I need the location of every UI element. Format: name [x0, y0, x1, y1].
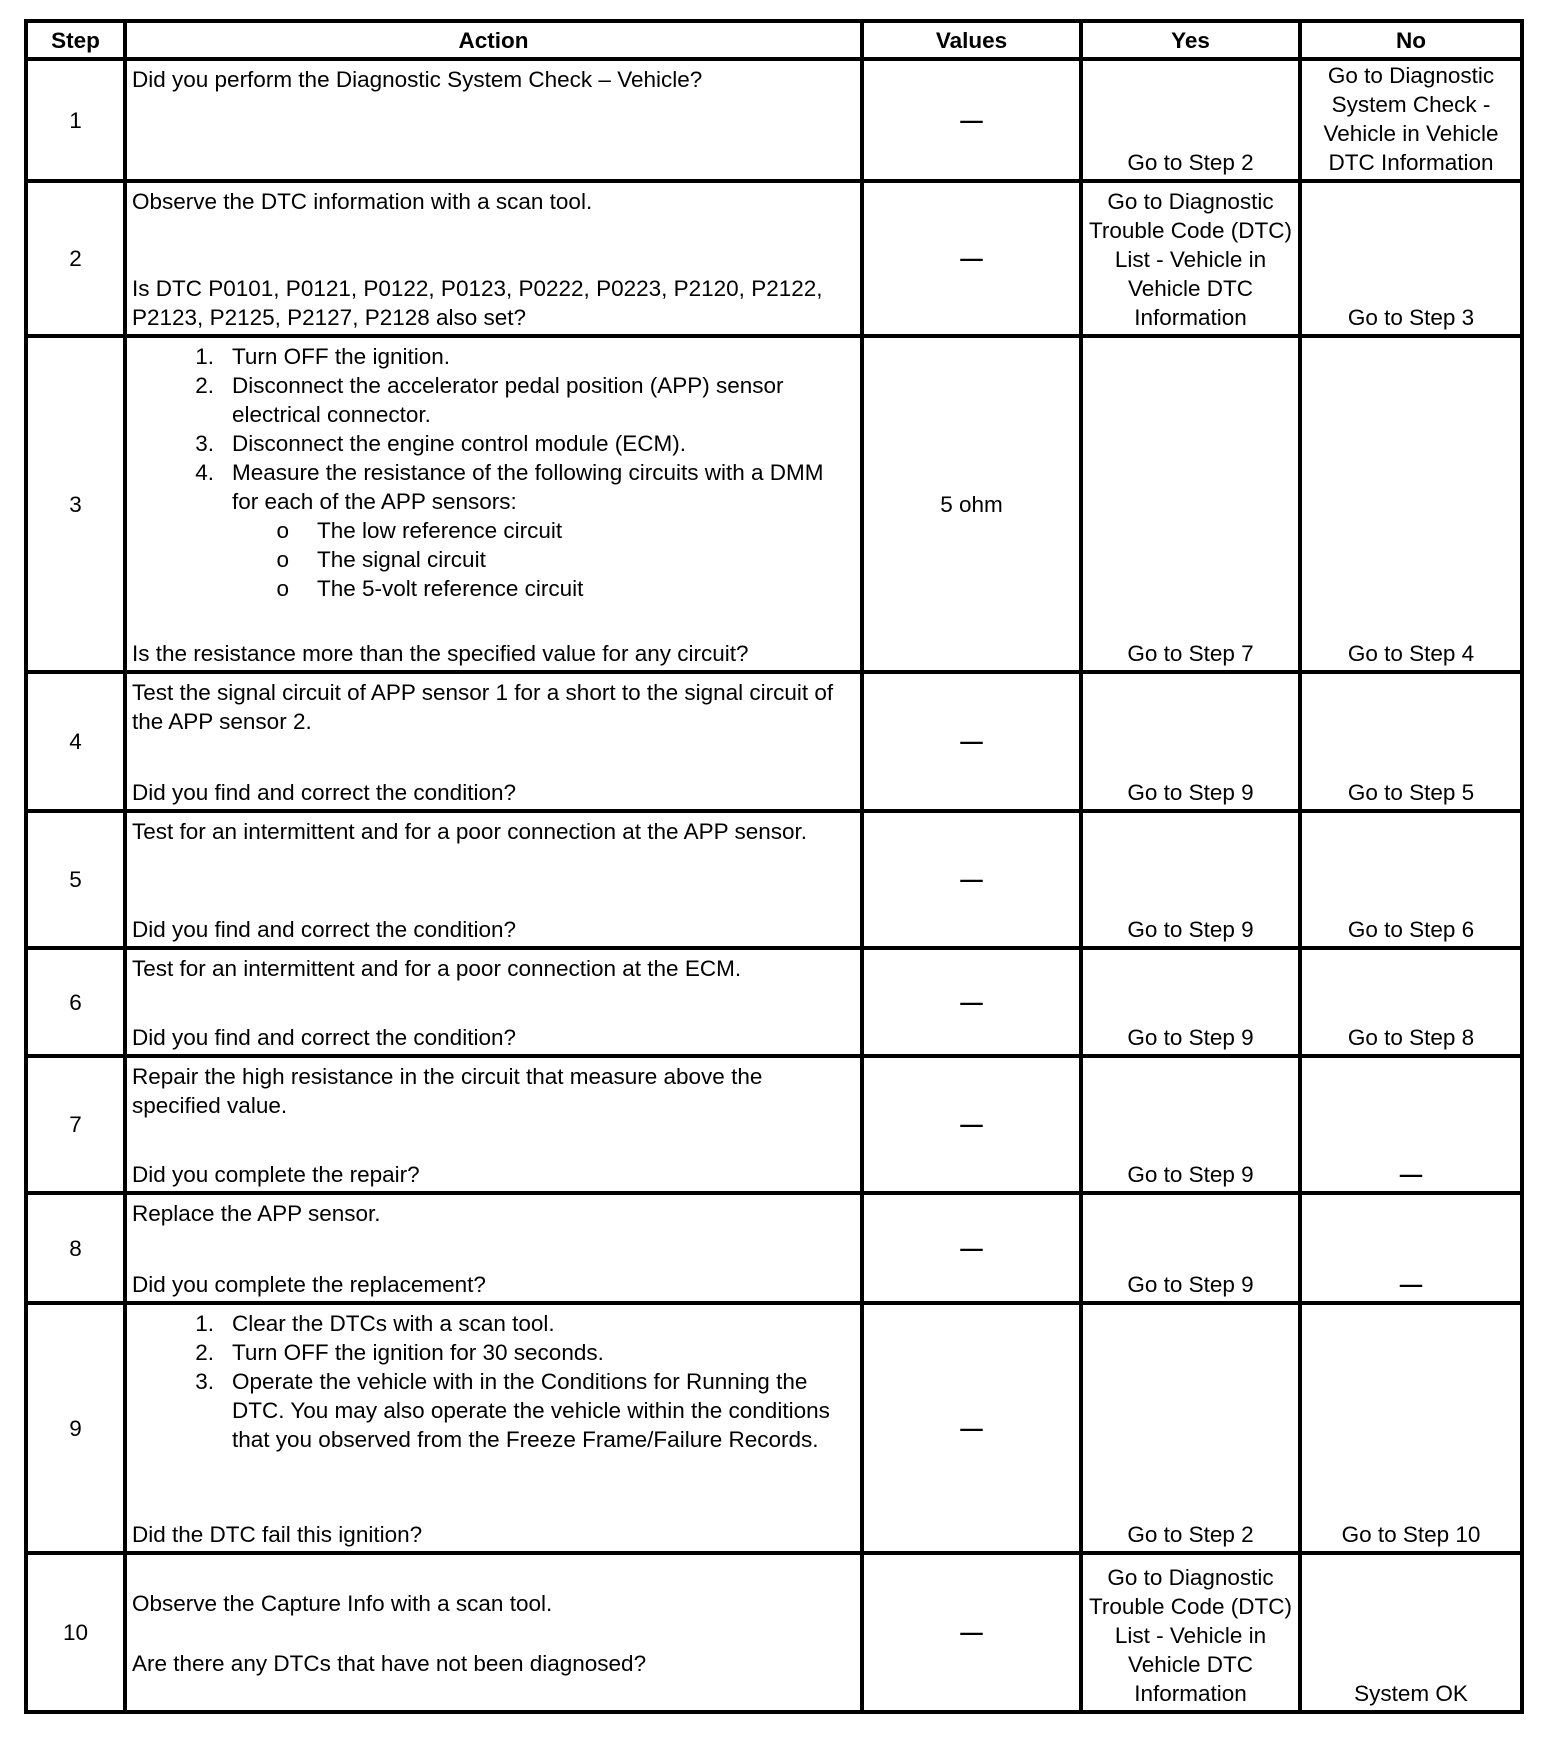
yes-result: Go to Step 7	[1081, 336, 1300, 672]
yes-result: Go to Step 9	[1081, 811, 1300, 948]
sub-bullets	[132, 516, 855, 603]
yes-result: Go to Diagnostic Trouble Code (DTC) List - Vehicle in Vehicle DTC Information	[1081, 181, 1300, 336]
action-cell	[125, 948, 862, 1056]
step-body	[232, 1338, 604, 1367]
step-number: 9	[26, 1303, 125, 1553]
header-row	[26, 21, 1522, 59]
step-text: Disconnect the engine control module (ECM).	[232, 431, 686, 456]
instruction-text: Repair the high resistance in the circuit that measure above the specified value.	[132, 1064, 763, 1118]
instruction-text: Observe the Capture Info with a scan tool.	[132, 1591, 553, 1616]
action-content	[132, 954, 855, 1052]
header-values: Values	[862, 21, 1081, 59]
diagnostic-table	[24, 19, 1524, 1714]
step-number: 3	[26, 336, 125, 672]
yes-result: Go to Step 2	[1081, 1303, 1300, 1553]
table-row	[26, 1553, 1522, 1712]
bullet-icon: o	[276, 547, 289, 572]
no-result: Go to Step 6	[1300, 811, 1522, 948]
numbered-step	[132, 458, 855, 603]
step-body	[232, 1309, 555, 1338]
numbered-steps	[132, 342, 855, 603]
table-row	[26, 811, 1522, 948]
action-cell	[125, 336, 862, 672]
action-cell	[125, 1193, 862, 1303]
value-cell: —	[862, 672, 1081, 811]
no-result: System OK	[1300, 1553, 1522, 1712]
action-instructions	[132, 954, 855, 983]
value-cell: —	[862, 1056, 1081, 1193]
instruction-text: Are there any DTCs that have not been diagnosed?	[132, 1651, 647, 1676]
action-instructions	[132, 1309, 855, 1454]
no-result: —	[1300, 1193, 1522, 1303]
step-number: 4	[26, 672, 125, 811]
action-cell	[125, 1303, 862, 1553]
question-text: Did you find and correct the condition?	[132, 780, 516, 805]
numbered-step	[132, 1309, 855, 1338]
numbered-step	[132, 1367, 855, 1454]
table-row	[26, 336, 1522, 672]
step-text: Disconnect the accelerator pedal position (APP) sensor electrical connector.	[232, 373, 784, 427]
yes-result: Go to Step 9	[1081, 1056, 1300, 1193]
step-text: Turn OFF the ignition for 30 seconds.	[232, 1340, 604, 1365]
step-index: 4.	[195, 460, 214, 485]
instruction-text: Observe the DTC information with a scan tool.	[132, 189, 593, 214]
table-row	[26, 948, 1522, 1056]
yes-result: Go to Step 9	[1081, 948, 1300, 1056]
action-cell	[125, 1553, 862, 1712]
step-text: Operate the vehicle with in the Conditions for Running the DTC. You may also operate the vehicle within the conditions that you observed from the Freeze Frame/Failure Records.	[232, 1369, 830, 1452]
value-cell: —	[862, 948, 1081, 1056]
action-content	[132, 1559, 855, 1708]
step-index: 3.	[195, 431, 214, 456]
action-content	[132, 678, 855, 807]
numbered-steps	[132, 1309, 855, 1454]
instruction-text: Test for an intermittent and for a poor connection at the APP sensor.	[132, 819, 807, 844]
instruction-text: Replace the APP sensor.	[132, 1201, 381, 1226]
question-text: Did you complete the repair?	[132, 1162, 420, 1187]
action-cell	[125, 1056, 862, 1193]
table-row	[26, 672, 1522, 811]
question-text: Is DTC P0101, P0121, P0122, P0123, P0222, P0223, P2120, P2122, P2123, P2125, P2127, P2128 also set?	[132, 276, 823, 330]
value-cell: —	[862, 1193, 1081, 1303]
numbered-step	[132, 371, 855, 429]
table-row	[26, 1056, 1522, 1193]
value-cell: —	[862, 181, 1081, 336]
step-number: 6	[26, 948, 125, 1056]
table-row	[26, 1303, 1522, 1553]
step-number: 10	[26, 1553, 125, 1712]
value-cell: —	[862, 1553, 1081, 1712]
no-result: —	[1300, 1056, 1522, 1193]
step-number: 2	[26, 181, 125, 336]
sub-bullet-text: The 5-volt reference circuit	[317, 576, 584, 601]
no-result: Go to Diagnostic System Check - Vehicle in Vehicle DTC Information	[1300, 59, 1522, 181]
step-body	[232, 429, 686, 458]
yes-result: Go to Step 2	[1081, 59, 1300, 181]
sub-bullet	[132, 516, 855, 545]
no-result: Go to Step 3	[1300, 181, 1522, 336]
no-result: Go to Step 5	[1300, 672, 1522, 811]
step-index: 3.	[195, 1369, 214, 1394]
action-content	[132, 1062, 855, 1189]
question-text: Did you find and correct the condition?	[132, 917, 516, 942]
step-body	[232, 1367, 855, 1454]
step-text: Turn OFF the ignition.	[232, 344, 451, 369]
action-cell	[125, 181, 862, 336]
sub-bullet	[132, 574, 855, 603]
value-cell: —	[862, 811, 1081, 948]
step-index: 1.	[195, 344, 214, 369]
header-yes: Yes	[1081, 21, 1300, 59]
action-cell	[125, 672, 862, 811]
action-instructions	[132, 187, 855, 216]
question-text: Is the resistance more than the specified value for any circuit?	[132, 641, 749, 666]
no-result: Go to Step 8	[1300, 948, 1522, 1056]
sub-bullet-text: The low reference circuit	[317, 518, 563, 543]
question-text: Did you find and correct the condition?	[132, 1025, 516, 1050]
bullet-icon: o	[276, 518, 289, 543]
step-index: 1.	[195, 1311, 214, 1336]
action-instructions	[132, 817, 855, 846]
step-number: 7	[26, 1056, 125, 1193]
action-content	[132, 1309, 855, 1549]
action-instructions	[132, 65, 855, 94]
table-row	[26, 1193, 1522, 1303]
value-cell: 5 ohm	[862, 336, 1081, 672]
numbered-step	[132, 342, 855, 371]
no-result: Go to Step 10	[1300, 1303, 1522, 1553]
instruction-text: Did you perform the Diagnostic System Check – Vehicle?	[132, 67, 703, 92]
action-instructions	[132, 678, 855, 736]
action-content	[132, 342, 855, 668]
table-row	[26, 181, 1522, 336]
table-row	[26, 59, 1522, 181]
action-content	[132, 817, 855, 944]
header-no: No	[1300, 21, 1522, 59]
step-index: 2.	[195, 373, 214, 398]
step-body	[232, 342, 450, 371]
yes-result: Go to Step 9	[1081, 1193, 1300, 1303]
sub-bullet	[132, 545, 855, 574]
numbered-step	[132, 1338, 855, 1367]
action-content	[132, 1199, 855, 1299]
action-cell	[125, 59, 862, 181]
question-text: Did the DTC fail this ignition?	[132, 1522, 423, 1547]
bullet-icon: o	[276, 576, 289, 601]
step-number: 8	[26, 1193, 125, 1303]
step-number: 5	[26, 811, 125, 948]
step-text: Measure the resistance of the following circuits with a DMM for each of the APP sensors:	[232, 460, 824, 514]
step-body	[232, 458, 855, 603]
action-instructions	[132, 1199, 855, 1228]
sub-bullet-text: The signal circuit	[317, 547, 486, 572]
header-step: Step	[26, 21, 125, 59]
step-index: 2.	[195, 1340, 214, 1365]
step-number: 1	[26, 59, 125, 181]
yes-result: Go to Diagnostic Trouble Code (DTC) List - Vehicle in Vehicle DTC Information	[1081, 1553, 1300, 1712]
value-cell: —	[862, 1303, 1081, 1553]
instruction-text: Test for an intermittent and for a poor connection at the ECM.	[132, 956, 742, 981]
step-text: Clear the DTCs with a scan tool.	[232, 1311, 555, 1336]
yes-result: Go to Step 9	[1081, 672, 1300, 811]
question-text: Did you complete the replacement?	[132, 1272, 486, 1297]
step-body	[232, 371, 855, 429]
action-instructions	[132, 342, 855, 603]
action-content	[132, 65, 855, 177]
value-cell: —	[862, 59, 1081, 181]
header-action: Action	[125, 21, 862, 59]
no-result: Go to Step 4	[1300, 336, 1522, 672]
action-content	[132, 187, 855, 332]
instruction-text: Test the signal circuit of APP sensor 1 for a short to the signal circuit of the APP sensor 2.	[132, 680, 834, 734]
action-cell	[125, 811, 862, 948]
action-instructions	[132, 1062, 855, 1120]
numbered-step	[132, 429, 855, 458]
